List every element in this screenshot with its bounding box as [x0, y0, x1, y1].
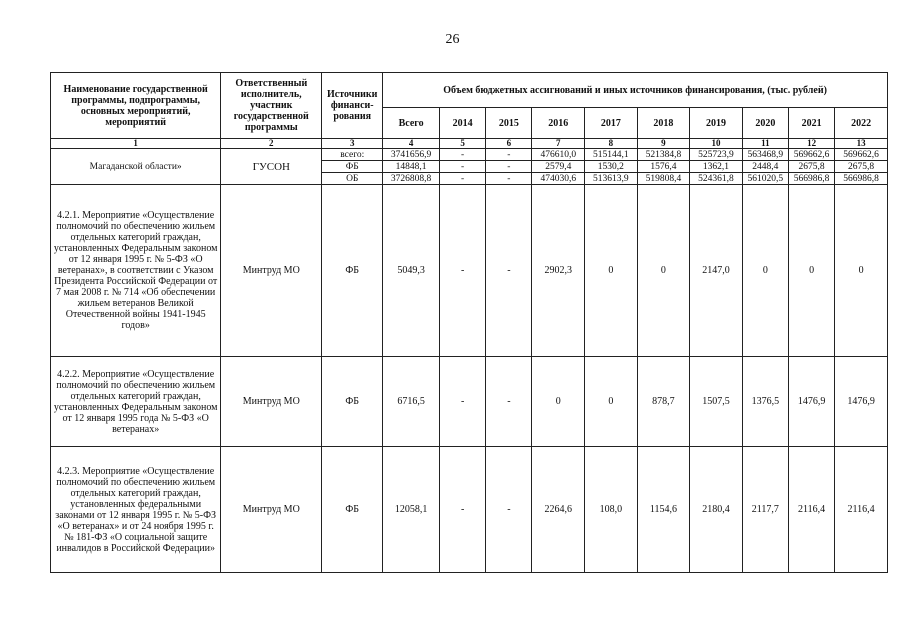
value-cell: 569662,6 — [788, 149, 834, 161]
value-cell: 5049,3 — [383, 185, 440, 357]
value-cell: 0 — [835, 185, 888, 357]
header-year: 2017 — [585, 108, 638, 139]
value-cell: 1362,1 — [690, 161, 743, 173]
header-year: 2021 — [788, 108, 834, 139]
value-cell: 525723,9 — [690, 149, 743, 161]
executor-cell: Минтруд МО — [221, 185, 322, 357]
value-cell: 519808,4 — [637, 173, 690, 185]
column-number: 4 — [383, 139, 440, 149]
executor-cell: Минтруд МО — [221, 357, 322, 447]
value-cell: 1476,9 — [835, 357, 888, 447]
column-number: 11 — [742, 139, 788, 149]
value-cell: - — [486, 161, 532, 173]
measure-name: 4.2.3. Мероприятие «Осуществление полномочий по обеспечению жильем отдельных категорий граждан, установленных федеральными законами от 12 января 1995 г. № 5-ФЗ «О ветеранах» и от 24 ноября 1995 г. № 181-ФЗ «О социальной защите инвалидов в Российской Федерации» — [51, 447, 221, 573]
header-source: Источники финанси-рования — [322, 73, 383, 139]
header-total: Всего — [383, 108, 440, 139]
column-number: 1 — [51, 139, 221, 149]
header-year: 2019 — [690, 108, 743, 139]
column-number: 13 — [835, 139, 888, 149]
header-volume: Объем бюджетных ассигнований и иных источников финансирования, (тыс. рублей) — [383, 73, 888, 108]
header-year: 2022 — [835, 108, 888, 139]
executor-cell: ГУСОН — [221, 149, 322, 185]
executor-cell: Минтруд МО — [221, 447, 322, 573]
column-number: 10 — [690, 139, 743, 149]
source-cell: ФБ — [322, 161, 383, 173]
column-number: 9 — [637, 139, 690, 149]
value-cell: 2448,4 — [742, 161, 788, 173]
value-cell: 561020,5 — [742, 173, 788, 185]
value-cell: 2675,8 — [788, 161, 834, 173]
column-number: 5 — [439, 139, 485, 149]
value-cell: 2116,4 — [835, 447, 888, 573]
header-year: 2018 — [637, 108, 690, 139]
value-cell: - — [439, 447, 485, 573]
value-cell: 1576,4 — [637, 161, 690, 173]
value-cell: - — [439, 149, 485, 161]
measure-name: 4.2.2. Мероприятие «Осуществление полномочий по обеспечению жильем отдельных категорий граждан, установленных Федеральным законом от 12 января 1995 года № 5-ФЗ «О ветеранах» — [51, 357, 221, 447]
value-cell: 1476,9 — [788, 357, 834, 447]
value-cell: 1376,5 — [742, 357, 788, 447]
column-number: 12 — [788, 139, 834, 149]
value-cell: 521384,8 — [637, 149, 690, 161]
column-number: 7 — [532, 139, 585, 149]
header-year: 2020 — [742, 108, 788, 139]
source-cell: ФБ — [322, 447, 383, 573]
value-cell: 2902,3 — [532, 185, 585, 357]
header-name: Наименование государственной программы, подпрограммы, основных мероприятий, мероприятий — [51, 73, 221, 139]
value-cell: - — [439, 185, 485, 357]
value-cell: 2579,4 — [532, 161, 585, 173]
value-cell: 2264,6 — [532, 447, 585, 573]
value-cell: 0 — [637, 185, 690, 357]
value-cell: 2117,7 — [742, 447, 788, 573]
value-cell: 2147,0 — [690, 185, 743, 357]
table-row — [51, 447, 888, 573]
column-number: 8 — [585, 139, 638, 149]
value-cell: 566986,8 — [835, 173, 888, 185]
table-row — [51, 357, 888, 447]
column-number: 3 — [322, 139, 383, 149]
header-row — [51, 73, 888, 108]
header-year: 2014 — [439, 108, 485, 139]
value-cell: 513613,9 — [585, 173, 638, 185]
value-cell: 2180,4 — [690, 447, 743, 573]
header-executor: Ответственный исполнитель, участник государственной программы — [221, 73, 322, 139]
value-cell: 12058,1 — [383, 447, 440, 573]
value-cell: 14848,1 — [383, 161, 440, 173]
table-row — [51, 185, 888, 357]
budget-table — [50, 72, 888, 573]
measure-name: 4.2.1. Мероприятие «Осуществление полномочий по обеспечению жильем отдельных категорий граждан, установленных Федеральным законом от 12 января 1995 г. № 5-ФЗ «О ветеранах», в соответствии с Указом Президента Российской Федерации от 7 мая 2008 г. № 714 «Об обеспечении жильем ветеранов Великой Отечественной войны 1941-1945 годов» — [51, 185, 221, 357]
value-cell: - — [486, 357, 532, 447]
value-cell: 2116,4 — [788, 447, 834, 573]
value-cell: 2675,8 — [835, 161, 888, 173]
column-number: 6 — [486, 139, 532, 149]
source-cell: всего: — [322, 149, 383, 161]
value-cell: - — [439, 173, 485, 185]
table-row — [51, 149, 888, 161]
value-cell: - — [486, 149, 532, 161]
value-cell: 1507,5 — [690, 357, 743, 447]
value-cell: 6716,5 — [383, 357, 440, 447]
value-cell: 1530,2 — [585, 161, 638, 173]
value-cell: 3741656,9 — [383, 149, 440, 161]
source-cell: ФБ — [322, 357, 383, 447]
value-cell: - — [439, 161, 485, 173]
column-number: 2 — [221, 139, 322, 149]
page-number: 26 — [445, 32, 460, 47]
program-name: Магаданской области» — [51, 149, 221, 185]
source-cell: ФБ — [322, 185, 383, 357]
value-cell: 476610,0 — [532, 149, 585, 161]
value-cell: 1154,6 — [637, 447, 690, 573]
value-cell: - — [439, 357, 485, 447]
value-cell: 474030,6 — [532, 173, 585, 185]
value-cell: 878,7 — [637, 357, 690, 447]
value-cell: - — [486, 185, 532, 357]
value-cell: 566986,8 — [788, 173, 834, 185]
value-cell: 0 — [788, 185, 834, 357]
value-cell: 0 — [585, 185, 638, 357]
value-cell: 563468,9 — [742, 149, 788, 161]
value-cell: - — [486, 447, 532, 573]
value-cell: - — [486, 173, 532, 185]
source-cell: ОБ — [322, 173, 383, 185]
value-cell: 0 — [742, 185, 788, 357]
header-year: 2016 — [532, 108, 585, 139]
value-cell: 569662,6 — [835, 149, 888, 161]
column-numbers-row — [51, 139, 888, 149]
value-cell: 0 — [585, 357, 638, 447]
header-year: 2015 — [486, 108, 532, 139]
value-cell: 0 — [532, 357, 585, 447]
value-cell: 515144,1 — [585, 149, 638, 161]
value-cell: 524361,8 — [690, 173, 743, 185]
value-cell: 3726808,8 — [383, 173, 440, 185]
value-cell: 108,0 — [585, 447, 638, 573]
